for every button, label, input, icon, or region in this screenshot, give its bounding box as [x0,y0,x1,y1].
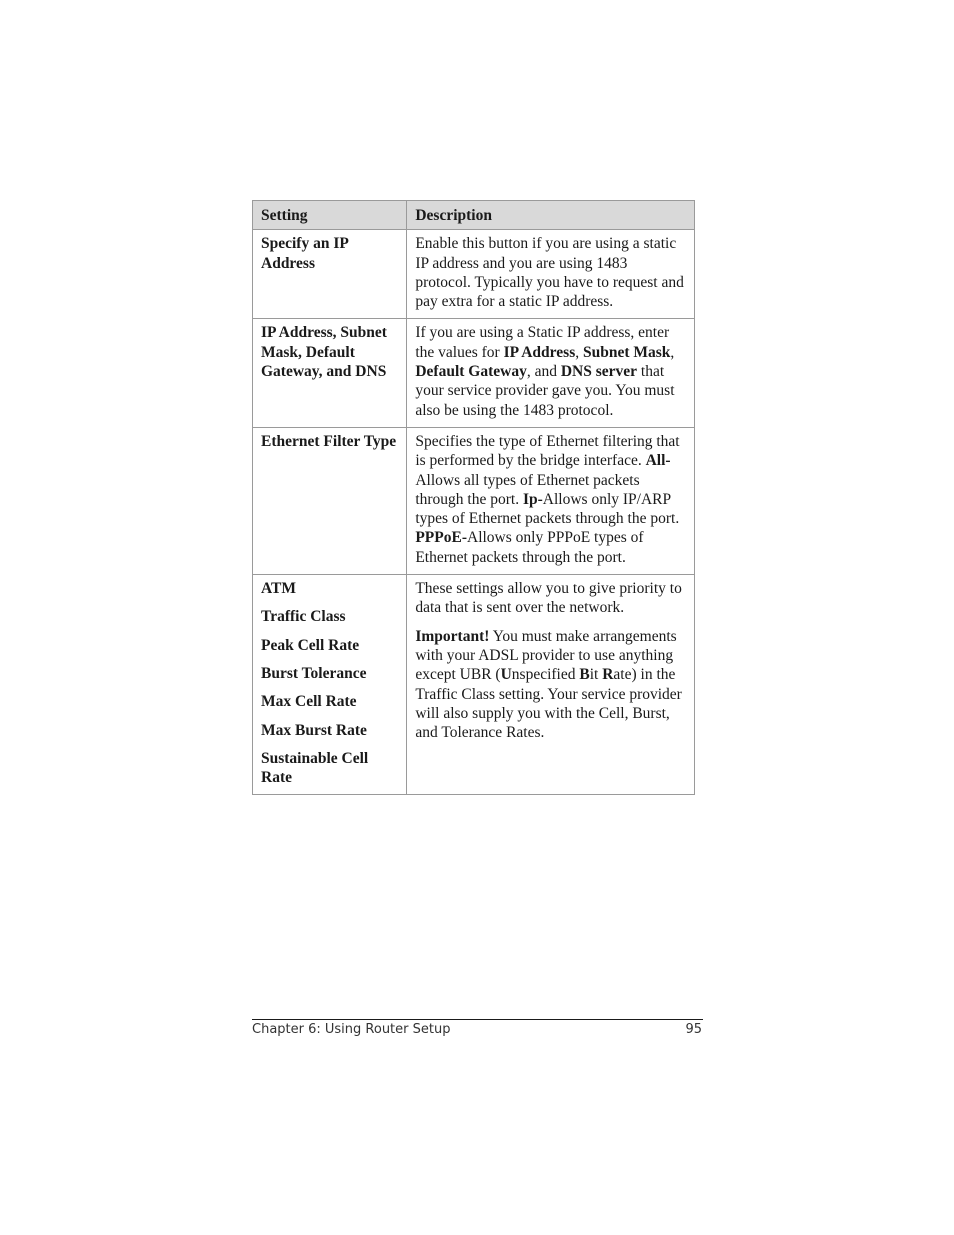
description-text: Allows all types of Ethernet packets through the port. [415,471,640,508]
description-cell [407,575,695,795]
table-row [253,319,695,427]
description-bold: IP Address [503,343,576,361]
description-text: If you are using a Static IP address, enter the values for [415,324,670,361]
description-bold: PPPoE- [415,529,467,547]
setting-sustainable-cell-rate: Sustainable Cell Rate [261,749,369,787]
description-text: , and [526,363,561,381]
description-text: , [575,343,583,361]
setting-cell: Ethernet Filter Type [253,427,407,574]
footer-chapter-title: Chapter 6: Using Router Setup [252,1022,451,1037]
description-bold: DNS server [560,363,638,381]
description-text: Specifies the type of Ethernet filtering that is performed by the bridge interface. [415,432,680,470]
setting-traffic-class: Traffic Class [261,608,346,626]
description-text: Allows only PPPoE types of Ethernet packets through the port. [415,529,644,566]
table-row [253,575,695,795]
description-text: You must make arrangements with your ADSL provider to use anything except UBR ( [415,627,677,684]
description-bold: Subnet Mask [582,343,671,361]
description-paragraph: These settings allow you to give priority to data that is sent over the network. [415,580,682,617]
description-text: Allows only IP/ARP types of Ethernet packets through the port. [415,490,680,528]
setting-cell [253,575,407,795]
description-paragraph [415,627,686,743]
description-cell: Enable this button if you are using a static IP address and you are using 1483 protocol. Typically you have to request and pay extra for a static IP address. [407,230,695,319]
setting-peak-cell-rate: Peak Cell Rate [261,636,360,654]
description-cell [407,319,695,427]
footer-page-number: 95 [685,1022,702,1037]
setting-cell: IP Address, Subnet Mask, Default Gateway, and DNS [253,319,407,427]
table-row [253,230,695,319]
table-header-row [253,201,695,230]
settings-table [252,200,695,795]
description-bold: R [602,666,614,684]
setting-burst-tolerance: Burst Tolerance [261,664,367,682]
setting-max-cell-rate: Max Cell Rate [261,693,357,711]
important-label: Important! [415,627,490,645]
description-bold: Ip- [522,490,543,508]
description-bold: All- [645,452,671,470]
description-text: ate) in the Traffic Class setting. Your service provider will also supply you with the Cell, Burst, and Tolerance Rates. [415,666,682,742]
table-row [253,427,695,574]
header-description: Description [407,201,695,230]
description-text: nspecified [511,666,580,684]
description-text: that your service provider gave you. You must also be using the 1483 protocol. [415,363,675,419]
setting-cell: Specify an IP Address [253,230,407,319]
description-text: it [589,666,603,684]
setting-atm: ATM [261,580,297,598]
description-bold: B [579,666,590,684]
description-cell [407,427,695,574]
page-footer [252,1019,703,1037]
description-bold: U [500,666,512,684]
header-setting: Setting [253,201,407,230]
setting-max-burst-rate: Max Burst Rate [261,721,367,739]
description-text: , [670,343,675,361]
description-bold: Default Gateway [415,363,527,381]
